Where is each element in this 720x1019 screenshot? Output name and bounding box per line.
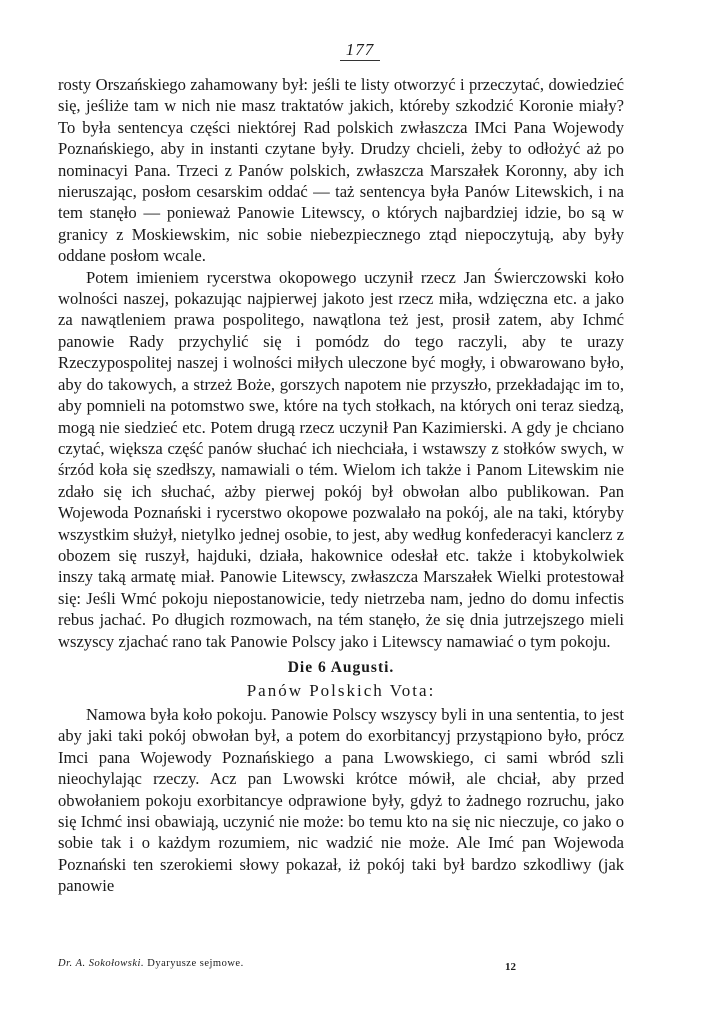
footer-work: Dyaryusze sejmowe.	[147, 958, 244, 969]
paragraph-1: rosty Orszańskiego zahamowany był: jeśli te listy otworzyć i przeczytać, dowiedzieć się, jeśliże tam w nich nie masz traktatów jakich, któreby szkodzić Koronie miały? To była sentencya części niektórej Rad polskich zwłaszcza IMci Pana Wojewody Poznańskiego, aby in instanti czytane były. Drudzy chcieli, żeby to odłożyć aż po nominacyi Pana. Trzeci z Panów polskich, zwłaszcza Marszałek Koronny, aby ich nieruszając, posłom cesarskim oddać — taż sentencya była Panów Litewskich, i na tem stanęło — ponieważ Panowie Litewscy, o których najbardziej idzie, bo są w granicy z Moskiewskim, nic sobie niebezpiecznego ztąd niepoczytują, aby były oddane posłom wcale.	[58, 75, 624, 266]
document-body	[58, 74, 624, 897]
page-number: 177	[0, 40, 720, 60]
paragraph-3: Namowa była koło pokoju. Panowie Polscy wszyscy byli in una sententia, to jest aby jaki taki pokój obwołan był, a potem do exorbitancyj przystąpiono było, prócz Imci pana Wojewody Poznańskiego a pana Lwowskiego, ci sami wbród szli nieochylając rzeczy. Acz pan Lwowski krótce mówił, ale chciał, aby przed obwołaniem pokoju exorbitancye odprawione były, gdyż to żadnego rozruchu, jako się Ichmć insi obawiają, uczynić nie może: bo temu kto na się nic nieczuje, co jako o sobie tak i o każdym rozumiem, nic wadzić nie może. Ale Imć pan Wojewoda Poznański ten szerokiemi słowy pokazał, iż pokój taki był bardzo szkodliwy (jak panowie	[58, 704, 624, 896]
footer-author: Dr. A. Sokołowski.	[58, 958, 145, 969]
footer-attribution	[58, 958, 244, 969]
printer-signature: 12	[505, 961, 516, 973]
section-vota-heading: Panów Polskich Vota:	[246, 680, 436, 700]
paragraph-2: Potem imieniem rycerstwa okopowego uczynił rzecz Jan Świerczowski koło wolności naszej, pokazując najpierwej jakoto jest rzecz miła, wdzięczna etc. a jako za nawątleniem prawa pospolitego, nawątlona też jest, prosił zatem, aby Ichmć panowie Rady przychylić się i pomódz do tego raczyli, aby te urazy Rzeczypospolitej naszej i wolności miłych uleczone być mogły, i obwarowano było, aby do takowych, a strzeż Boże, gorszych napotem nie przyszło, przekładając im to, aby pomnieli na potomstwo swe, które na tych stołkach, na których oni teraz siedzą, mogą nie siedzieć etc. Potem drugą rzecz uczynił Pan Kazimierski. A gdy je chciano czytać, większa część panów słuchać ich niechciała, i wstawszy z stołków swych, w śrzód koła się szedłszy, namawiali o tém. Wielom ich także i Panom Litewskim nie zdało się ich słuchać, ażby pierwej pokój był obwołan albo publikowan. Pan Wojewoda Poznański i rycerstwo okopowe pozwalało na pokój, ale na taki, któryby wszystkim służył, nietylko jednej osobie, to jest, aby według konfederacyi kanclerz z obozem się ruszył, hajduki, działa, hakownice odesłał etc. także i ktobykolwiek inszy taką armatę miał. Panowie Litewscy, zwłaszcza Marszałek Wielki protestował się: Jeśli Wmć pokoju niepostanowicie, tedy nietrzeba nam, jedno do domu infectis rebus jachać. Po długich rozmowach, na tém stanęło, że się dnia jutrzejszego mieli wszyscy zjachać rano tak Panowie Polscy jako i Litewscy namawiać o tym pokoju.	[58, 267, 624, 651]
section-date-heading: Die 6 Augusti.	[287, 658, 395, 676]
